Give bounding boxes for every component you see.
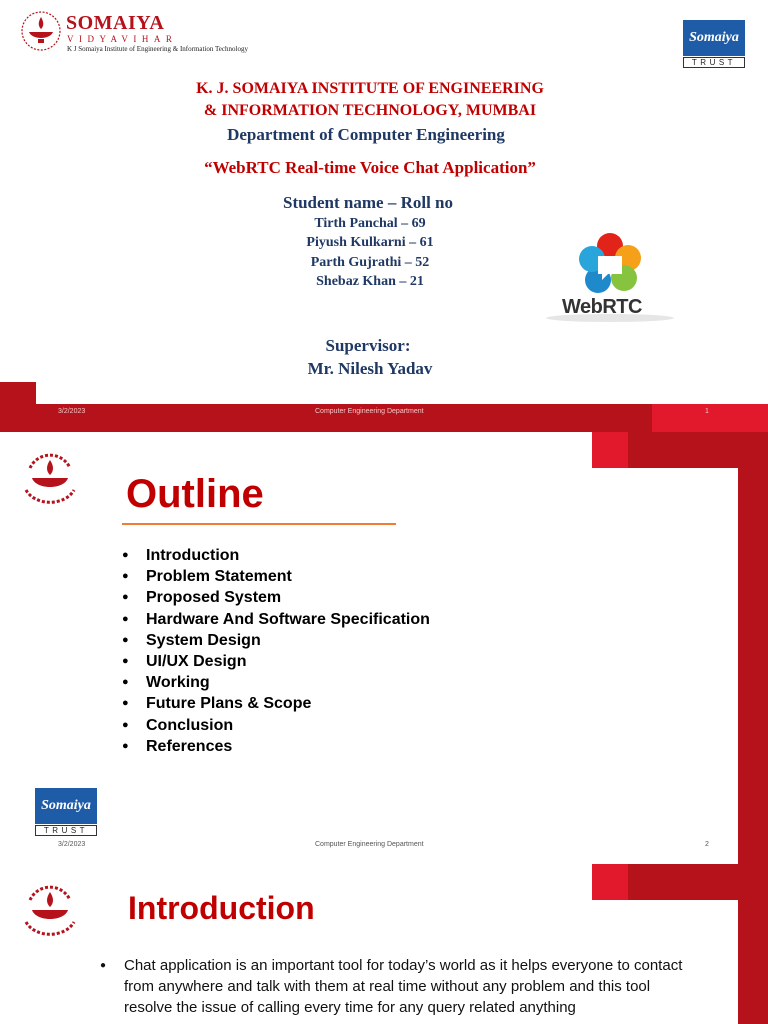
list-item: ● References [122, 736, 430, 757]
slide-title: Introduction [128, 890, 315, 926]
slide-date: 3/2/2023 [58, 841, 86, 848]
webrtc-logo [540, 232, 680, 324]
project-title: “WebRTC Real-time Voice Chat Application” [204, 158, 536, 177]
corner-accent [592, 864, 628, 900]
department-name: Department of Computer Engineering [227, 125, 505, 144]
side-decoration [738, 900, 768, 1024]
title-underline [122, 523, 396, 525]
student-entry: Piyush Kulkarni – 61 [306, 235, 434, 250]
list-item: ● Working [122, 672, 430, 693]
list-item: ● UI/UX Design [122, 651, 430, 672]
webrtc-logo-text: WebRTC [562, 296, 642, 318]
list-item: ● Introduction [122, 545, 430, 566]
trust-logo-word: TRUST [683, 57, 745, 68]
side-decoration [738, 468, 768, 864]
outline-slide [0, 432, 768, 864]
somaiya-vidyavihar-logo [20, 10, 290, 56]
list-item: ● System Design [122, 630, 430, 651]
slide-title: Outline [126, 472, 264, 516]
trust-logo-script: Somaiya [35, 788, 97, 824]
students-heading: Student name – Roll no [282, 193, 454, 212]
trust-logo-word: TRUST [35, 825, 97, 836]
title-slide [0, 0, 768, 432]
student-entry: Parth Gujrathi – 52 [310, 255, 430, 270]
diya-emblem-icon [20, 10, 62, 54]
slide-number: 2 [705, 841, 709, 848]
footer-accent [652, 404, 768, 432]
list-item: ● Proposed System [122, 587, 430, 608]
list-item: ● Conclusion [122, 715, 430, 736]
student-entry: Tirth Panchal – 69 [314, 216, 426, 231]
institute-title-line2: & INFORMATION TECHNOLOGY, MUMBAI [203, 102, 537, 119]
list-item: ● Future Plans & Scope [122, 693, 430, 714]
somaiya-emblem-icon [20, 878, 80, 940]
institute-title-line1: K. J. SOMAIYA INSTITUTE OF ENGINEERING [196, 80, 544, 97]
supervisor-name: Mr. Nilesh Yadav [307, 359, 433, 378]
corner-decoration [628, 432, 768, 468]
slide-footer-department: Computer Engineering Department [315, 841, 424, 848]
institute-small-text: K J Somaiya Institute of Engineering & Information Technology [67, 45, 248, 53]
somaiya-emblem-icon [20, 446, 80, 508]
somaiya-logo-text: SOMAIYA [66, 12, 165, 34]
supervisor-label: Supervisor: [325, 336, 411, 355]
somaiya-trust-logo [35, 788, 97, 836]
slide-footer-department: Computer Engineering Department [315, 408, 424, 415]
somaiya-trust-logo [683, 20, 745, 68]
student-entry: Shebaz Khan – 21 [316, 274, 424, 289]
vidyavihar-logo-text: VIDYAVIHAR [67, 34, 178, 44]
list-item: ● Problem Statement [122, 566, 430, 587]
slide-date: 3/2/2023 [58, 408, 86, 415]
corner-decoration [628, 864, 768, 900]
list-item: ● Hardware And Software Specification [122, 609, 430, 630]
outline-list [122, 545, 430, 757]
slide-number: 1 [705, 408, 709, 415]
introduction-slide [0, 864, 768, 1024]
trust-logo-script: Somaiya [683, 20, 745, 56]
corner-accent [592, 432, 628, 468]
intro-paragraph: ● Chat application is an important tool for today’s world as it helps everyone to contact from anywhere and talk with them at real time without any problem and this tool resolve the issue of calling every time for any query related anything [100, 955, 700, 1018]
